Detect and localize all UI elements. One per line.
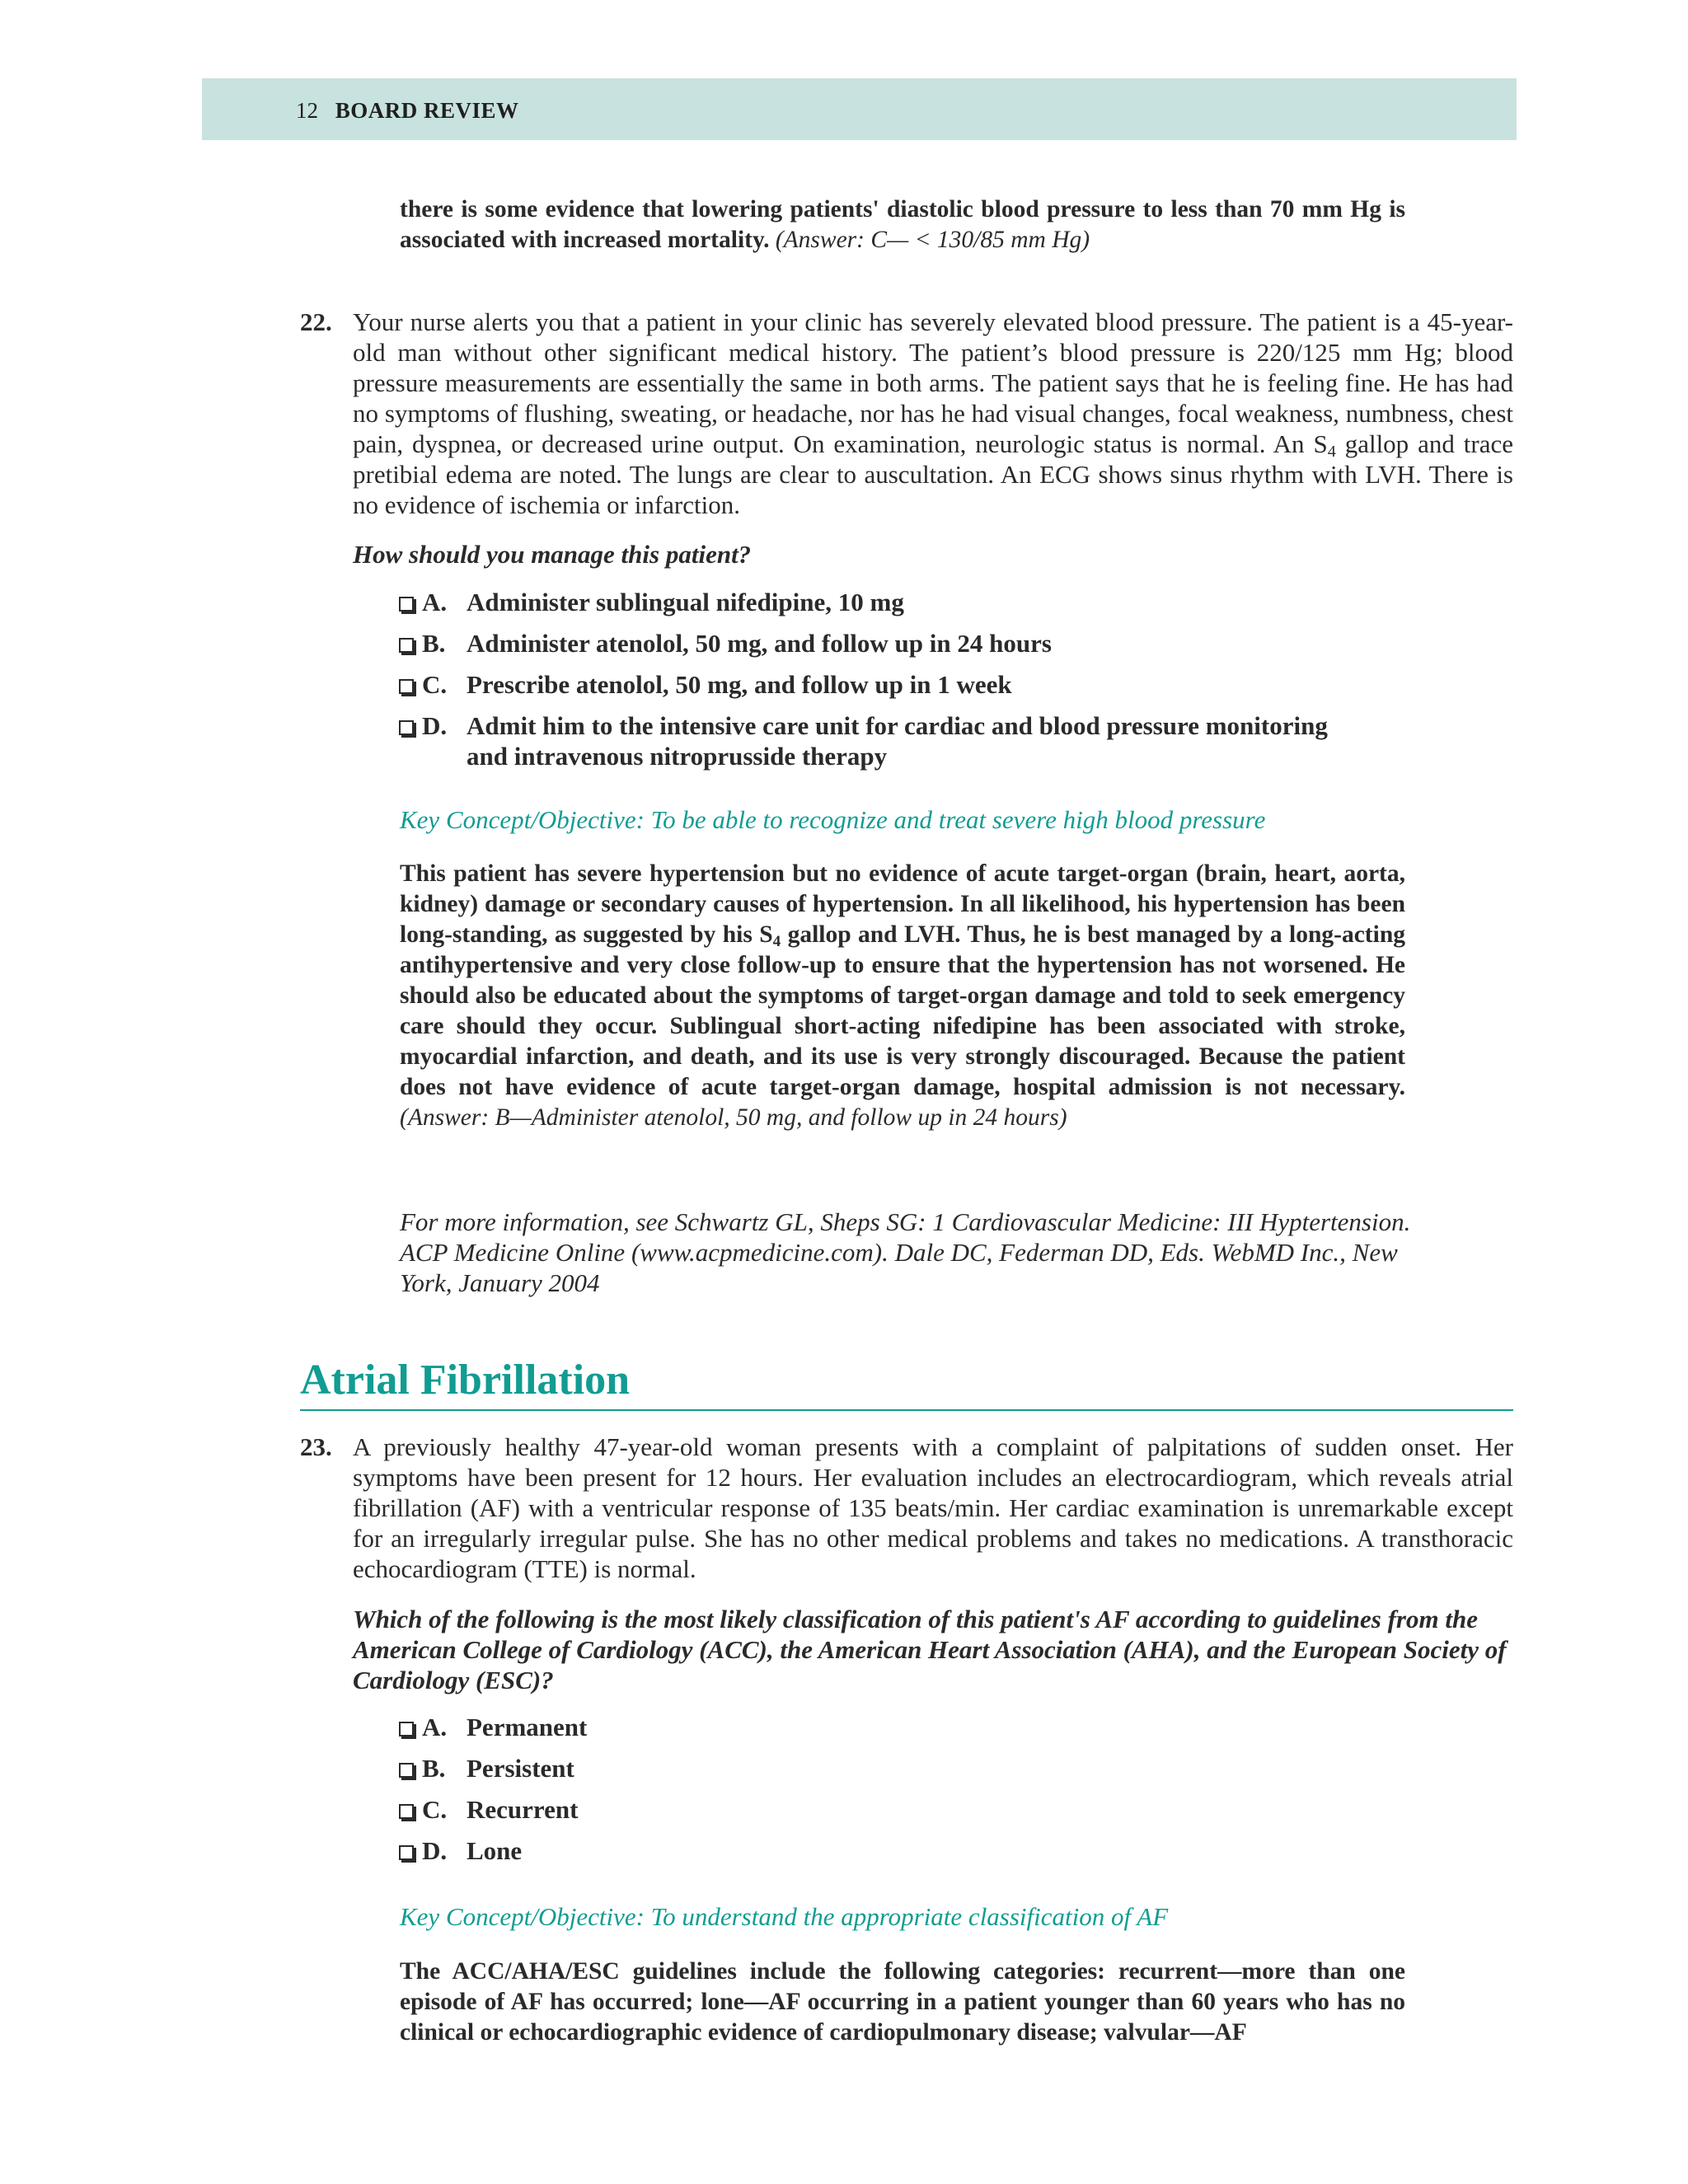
explanation-part: This patient has severe hypertension but no evidence of acute target-organ (brain, heart, aorta, kidney) damage or secondary causes of hypertension. In all likelihood, his hypertension has been long-standing, as suggested by his S (400, 860, 1405, 948)
option-letter: D. (422, 711, 448, 740)
checkbox-icon[interactable] (399, 1763, 414, 1778)
answer-option-c[interactable] (399, 669, 1347, 700)
checkbox-icon[interactable] (399, 638, 414, 653)
option-letter: A. (422, 588, 448, 616)
option-letter: B. (422, 629, 446, 658)
option-text: Persistent (467, 1754, 574, 1783)
option-text: Recurrent (467, 1795, 579, 1824)
question-stem-part: Your nurse alerts you that a patient in your clinic has severely elevated blood pressure. The patient is a 45-year-old man without other significant medical history. The patient’s blood pressure is 220/125 mm Hg; blood pressure measurements are essentially the same in both arms. The patient says that he is feeling fine. He has had no symptoms of flushing, sweating, or headache, nor has he had visual changes, focal weakness, numbness, chest pain, dyspnea, or decreased urine output. On examination, neurologic status is normal. An S (353, 307, 1513, 458)
option-text: Permanent (467, 1713, 588, 1741)
key-concept: Key Concept/Objective: To be able to recognize and treat severe high blood pressure (400, 805, 1266, 834)
section-title: Atrial Fibrillation (300, 1357, 631, 1404)
checkbox-icon[interactable] (399, 1845, 414, 1860)
question-stem-part: gallop and trace pretibial edema are noted. The lungs are clear to auscultation. An ECG shows sinus rhythm with LVH. There is no evidence of ischemia or infarction. (353, 429, 1513, 519)
explanation: The ACC/AHA/ESC guidelines include the following categories: recurrent—more than one episode of AF has occurred; lone—AF occurring in a patient younger than 60 years who has no clinical or echocardiographic evidence of cardiopulmonary disease; valvular—AF (400, 1958, 1405, 2046)
carryover-answer: (Answer: C— < 130/85 mm Hg) (775, 227, 1090, 253)
reference: For more information, see Schwartz GL, Sheps SG: 1 Cardiovascular Medicine: III Hyptertension. ACP Medicine Online (www.acpmedicine.com). Dale DC, Federman DD, Eds. WebMD Inc., New York, January 2004 (400, 1207, 1411, 1297)
header-text (296, 98, 519, 124)
option-text: Admit him to the intensive care unit for cardiac and blood pressure monitoring and intravenous nitroprusside therapy (467, 711, 1328, 771)
explanation (400, 859, 1405, 1133)
section-divider (300, 1409, 1513, 1411)
checkbox-icon[interactable] (399, 1804, 414, 1819)
question-number: 23. (300, 1432, 332, 1461)
answer-option-d[interactable] (399, 710, 1347, 771)
option-text: Administer atenolol, 50 mg, and follow up in 24 hours (467, 629, 1052, 658)
explanation-part: gallop and LVH. Thus, he is best managed by a long-acting antihypertensive and very close follow-up to ensure that the hypertension has not worsened. He should also be educated about the symptoms of target-organ damage and told to seek emergency care should they occur. Sublingual short-acting nifedipine has been associated with stroke, myocardial infarction, and death, and its use is very strongly discouraged. Because the patient does not have evidence of acute target-organ damage, hospital admission is not necessary. (400, 921, 1405, 1100)
question-stem: A previously healthy 47-year-old woman presents with a complaint of palpitations of sudden onset. Her symptoms have been present for 12 hours. Her evaluation includes an electrocardiogram, which reveals atrial fibrillation (AF) with a ventricular response of 135 beats/min. Her cardiac examination is unremarkable except for an irregularly irregular pulse. She has no other medical problems and takes no medications. A transthoracic echocardiogram (TTE) is normal. (353, 1432, 1513, 1583)
option-letter: C. (422, 1795, 448, 1824)
checkbox-icon[interactable] (399, 720, 414, 735)
question-prompt: Which of the following is the most likely classification of this patient's AF according to guidelines from the American College of Cardiology (ACC), the American Heart Association (AHA), and the European Society of Cardiology (ESC)? (353, 1605, 1507, 1694)
answer-option-a[interactable] (399, 587, 1347, 617)
page-number: 12 (296, 98, 318, 123)
answer-option-c[interactable] (399, 1794, 1347, 1825)
option-text: Administer sublingual nifedipine, 10 mg (467, 588, 904, 616)
question-prompt: How should you manage this patient? (353, 540, 752, 569)
question-number: 22. (300, 307, 332, 336)
carryover-text: there is some evidence that lowering patients' diastolic blood pressure to less than 70 mm Hg is associated with increased mortality. (400, 196, 1405, 253)
subscript: 4 (772, 932, 781, 950)
checkbox-icon[interactable] (399, 679, 414, 694)
explanation-answer: (Answer: B—Administer atenolol, 50 mg, and follow up in 24 hours) (400, 1104, 1067, 1131)
option-text: Lone (467, 1836, 523, 1865)
running-title: BOARD REVIEW (335, 98, 519, 123)
answer-option-a[interactable] (399, 1712, 1347, 1742)
checkbox-icon[interactable] (399, 597, 414, 612)
option-text: Prescribe atenolol, 50 mg, and follow up in 1 week (467, 670, 1012, 699)
running-header (202, 78, 1517, 140)
option-letter: C. (422, 670, 448, 699)
key-concept: Key Concept/Objective: To understand the appropriate classification of AF (400, 1902, 1169, 1931)
checkbox-icon[interactable] (399, 1722, 414, 1736)
option-letter: D. (422, 1836, 448, 1865)
question-stem (353, 307, 1513, 520)
answer-option-d[interactable] (399, 1835, 1347, 1866)
option-letter: A. (422, 1713, 448, 1741)
answer-option-b[interactable] (399, 1753, 1347, 1783)
carryover-paragraph (400, 194, 1405, 255)
subscript: 4 (1327, 443, 1336, 462)
option-letter: B. (422, 1754, 446, 1783)
answer-option-b[interactable] (399, 628, 1347, 658)
